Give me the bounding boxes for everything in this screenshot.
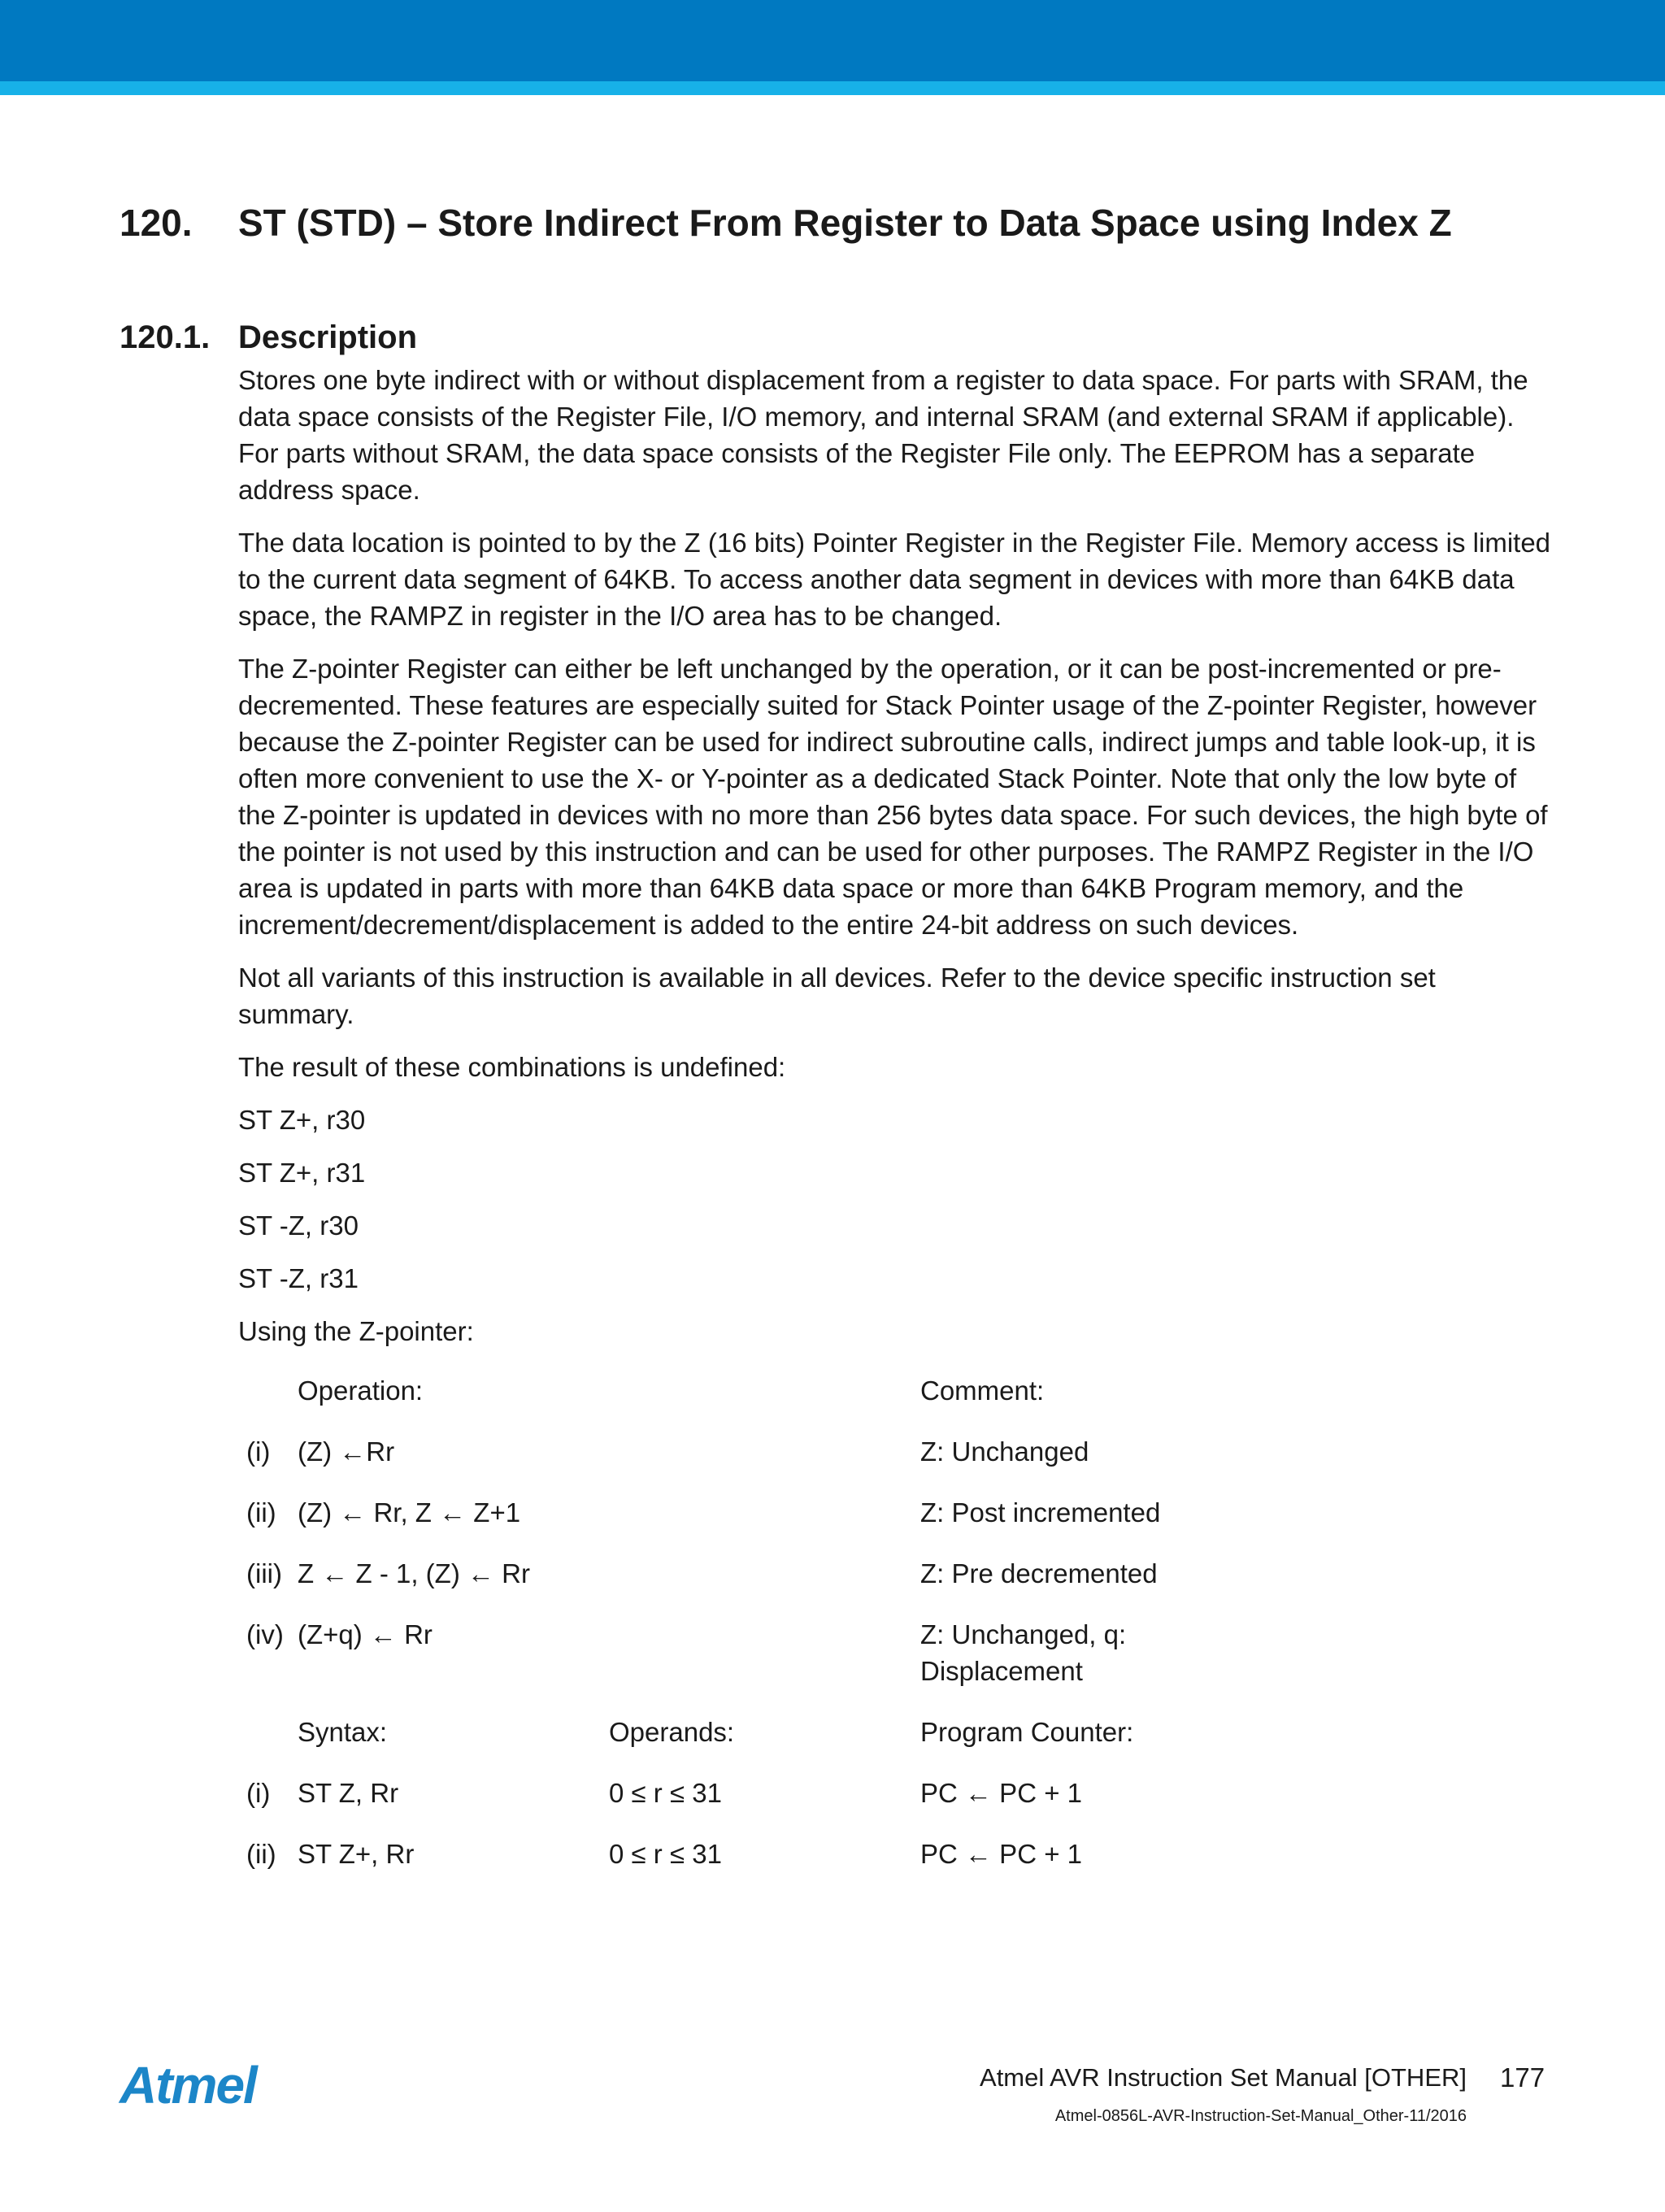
footer-manual-title: Atmel AVR Instruction Set Manual [OTHER]	[980, 2063, 1467, 2092]
comment-header: Comment:	[920, 1375, 1045, 1406]
table-row	[238, 1616, 1237, 1714]
page-number: 177	[1500, 2062, 1545, 2092]
operation-cell: Z ← Z - 1, (Z) ← Rr	[298, 1558, 530, 1588]
paragraph: The data location is pointed to by the Z (16 bits) Pointer Register in the Register File. Memory access is limited to the current data segment of 64KB. To access another data segment in devices with more than 64KB data space, the RAMPZ in register in the I/O area has to be changed.	[238, 528, 1551, 631]
syntax-header-row	[238, 1714, 1237, 1775]
table-header-row	[238, 1372, 1237, 1433]
table-row	[238, 1494, 1237, 1555]
atmel-logo: Atmel	[120, 2056, 256, 2114]
table-row	[238, 1555, 1237, 1616]
section-heading	[120, 199, 1452, 246]
code-line: ST -Z, r31	[238, 1263, 359, 1293]
operation-cell: (Z) ← Rr, Z ← Z+1	[298, 1497, 521, 1528]
code-line: ST Z+, r30	[238, 1105, 366, 1135]
subsection-heading	[120, 317, 417, 358]
paragraph: Stores one byte indirect with or without displacement from a register to data space. For parts with SRAM, the data space consists of the Register File, I/O memory, and internal SRAM (and external SRAM if applicable). For parts without SRAM, the data space consists of the Register File only. The EEPROM has a separate address space.	[238, 365, 1528, 505]
code-line: ST -Z, r30	[238, 1210, 359, 1241]
header-band	[0, 0, 1665, 81]
operation-table	[238, 1372, 1237, 1897]
operands-cell: 0 ≤ r ≤ 31	[609, 1778, 722, 1808]
program-counter-header: Program Counter:	[920, 1717, 1134, 1747]
subsection-title: Description	[238, 319, 418, 355]
operands-header: Operands:	[609, 1717, 735, 1747]
section-number: 120.	[120, 202, 193, 244]
section-title: ST (STD) – Store Indirect From Register to Data Space using Index Z	[238, 202, 1452, 244]
footer-document-id: Atmel-0856L-AVR-Instruction-Set-Manual_Other-11/2016	[1054, 2107, 1467, 2125]
code-line: ST Z+, r31	[238, 1158, 366, 1188]
paragraph: The Z-pointer Register can either be left unchanged by the operation, or it can be post-incremented or pre-decremented. These features are especially suited for Stack Pointer usage of the Z-pointer Register, however because the Z-pointer Register can be used for indirect subroutine calls, indirect jumps and table look-up, it is often more convenient to use the X- or Y-pointer as a dedicated Stack Pointer. Note that only the low byte of the Z-pointer is updated in devices with no more than 256 bytes data space. For such devices, the high byte of the pointer is not used by this instruction and can be used for other purposes. The RAMPZ Register in the I/O area is updated in parts with more than 64KB data space or more than 64KB Program memory, and the increment/decrement/displacement is added to the entire 24-bit address on such devices.	[238, 654, 1548, 940]
program-counter-cell: PC ← PC + 1	[920, 1839, 1082, 1869]
table-row	[238, 1836, 1237, 1897]
syntax-header: Syntax:	[298, 1717, 388, 1747]
row-index: (ii)	[246, 1497, 276, 1528]
program-counter-cell: PC ← PC + 1	[920, 1778, 1082, 1808]
paragraph: The result of these combinations is undefined:	[238, 1052, 786, 1082]
paragraph: Not all variants of this instruction is available in all devices. Refer to the device specific instruction set summary.	[238, 963, 1436, 1029]
comment-cell: Z: Unchanged, q: Displacement	[920, 1619, 1127, 1686]
operation-header: Operation:	[298, 1375, 424, 1406]
comment-cell: Z: Post incremented	[920, 1497, 1161, 1528]
operands-cell: 0 ≤ r ≤ 31	[609, 1839, 722, 1869]
row-index: (iii)	[246, 1558, 282, 1588]
table-row	[238, 1433, 1237, 1494]
subsection-number: 120.1.	[120, 319, 211, 355]
description-body	[238, 362, 1551, 1897]
table-row	[238, 1775, 1237, 1836]
operation-cell: (Z) ←Rr	[298, 1436, 395, 1467]
row-index: (ii)	[246, 1839, 276, 1869]
row-index: (i)	[246, 1436, 271, 1467]
paragraph: Using the Z-pointer:	[238, 1316, 474, 1346]
comment-cell: Z: Unchanged	[920, 1436, 1089, 1467]
header-stripe	[0, 81, 1665, 95]
operation-cell: (Z+q) ← Rr	[298, 1619, 433, 1649]
syntax-cell: ST Z+, Rr	[298, 1839, 415, 1869]
row-index: (i)	[246, 1778, 271, 1808]
syntax-cell: ST Z, Rr	[298, 1778, 399, 1808]
row-index: (iv)	[246, 1619, 284, 1649]
comment-cell: Z: Pre decremented	[920, 1558, 1158, 1588]
